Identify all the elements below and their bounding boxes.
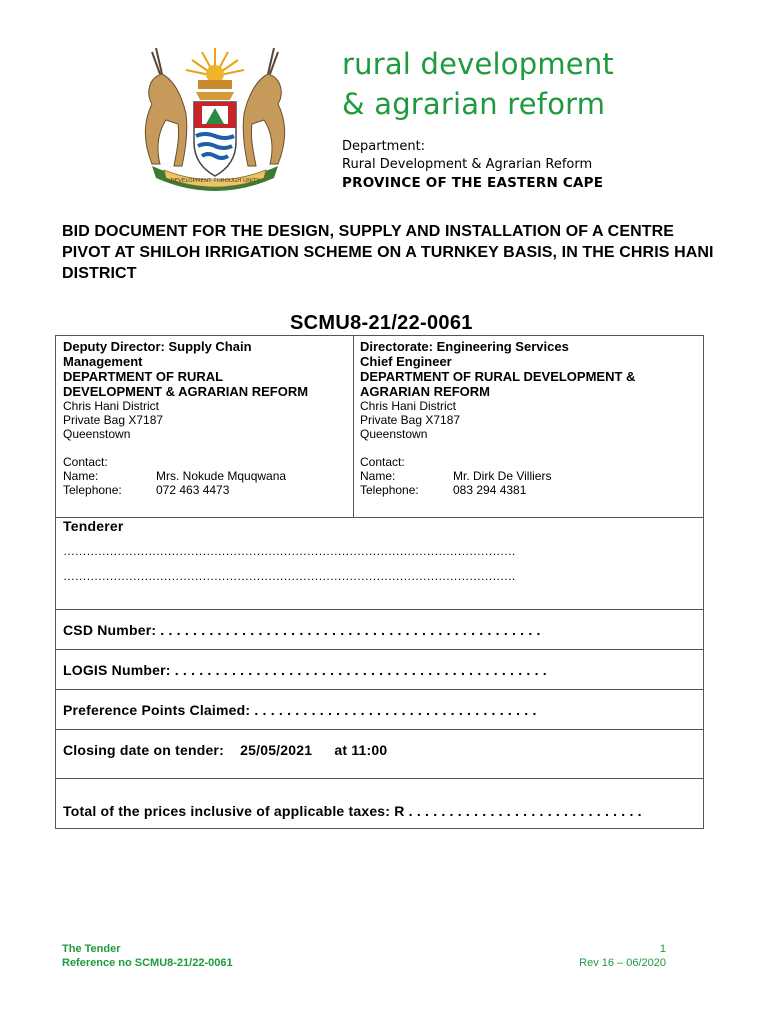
footer-reference xyxy=(62,942,233,970)
contact-heading: Chief Engineer xyxy=(360,354,452,369)
document-title: BID DOCUMENT FOR THE DESIGN, SUPPLY AND INSTALLATION OF A CENTRE PIVOT AT SHILOH IRRIGATION SCHEME ON A TURNKEY BASIS, IN THE CHRIS HANI DISTRICT xyxy=(62,223,714,282)
brand-line-2: & agrarian reform xyxy=(342,87,606,121)
address-line: Private Bag X7187 xyxy=(360,413,461,427)
contact-name: Mr. Dirk De Villiers xyxy=(453,469,552,483)
csd-number-field[interactable] xyxy=(55,609,704,650)
logis-number-label: LOGIS Number: . . . . . . . . . . . . . . . . . . . . . . . . . . . . . . . . . . . . . . . . . . . . . . xyxy=(63,662,547,678)
closing-time-value: at 11:00 xyxy=(334,742,388,758)
coat-of-arms-logo xyxy=(122,44,308,196)
preference-points-label: Preference Points Claimed: . . . . . . . . . . . . . . . . . . . . . . . . . . . . . . . . . . . xyxy=(63,702,537,718)
footer-reference-number: Reference no SCMU8-21/22-0061 xyxy=(62,957,233,969)
contact-heading: DEPARTMENT OF RURAL DEVELOPMENT & xyxy=(360,369,636,384)
svg-text:DEVELOPMENT THROUGH UNITY: DEVELOPMENT THROUGH UNITY xyxy=(170,178,260,184)
contact-heading: DEPARTMENT OF RURAL xyxy=(63,369,224,384)
contact-heading: AGRARIAN REFORM xyxy=(360,384,490,399)
tenderer-line-2[interactable]: ……………………………………………………………………………………………………… xyxy=(63,569,516,583)
address-line: Queenstown xyxy=(63,427,131,441)
address-line: Chris Hani District xyxy=(360,399,457,413)
department-name: Rural Development & Agrarian Reform xyxy=(342,157,593,172)
telephone-label: Telephone: xyxy=(63,483,122,497)
department-label: Department: xyxy=(342,139,426,154)
tenderer-line-1[interactable]: ……………………………………………………………………………………………………… xyxy=(63,544,516,558)
department-block xyxy=(342,138,614,192)
closing-date-row xyxy=(63,742,387,758)
page-number: 1 xyxy=(659,943,666,955)
contact-heading: Deputy Director: Supply Chain xyxy=(63,339,252,354)
total-price-field[interactable] xyxy=(55,778,704,829)
contact-telephone: 083 294 4381 xyxy=(453,483,527,497)
contact-heading: DEVELOPMENT & AGRARIAN REFORM xyxy=(63,384,309,399)
contact-label: Contact: xyxy=(63,455,108,469)
reference-number: SCMU8-21/22-0061 xyxy=(290,312,473,334)
telephone-label: Telephone: xyxy=(360,483,419,497)
supply-chain-contact xyxy=(56,336,354,518)
brand-line-1: rural development xyxy=(342,47,614,81)
closing-date-label: Closing date on tender: xyxy=(63,742,224,758)
contact-phone-row xyxy=(63,483,353,497)
footer-meta xyxy=(540,942,666,970)
contacts-table xyxy=(55,335,704,518)
closing-date-value: 25/05/2021 xyxy=(240,742,313,758)
total-price-label: Total of the prices inclusive of applicable taxes: R . . . . . . . . . . . . . . . . . . . . . . . . . . . . . xyxy=(63,803,642,819)
tenderer-label: Tenderer xyxy=(63,518,124,534)
name-label: Name: xyxy=(63,469,99,483)
contact-phone-row xyxy=(360,483,703,497)
tenderer-field[interactable] xyxy=(55,517,704,610)
contact-telephone: 072 463 4473 xyxy=(156,483,230,497)
contact-name-row xyxy=(360,469,703,483)
address-line: Queenstown xyxy=(360,427,428,441)
name-label: Name: xyxy=(360,469,396,483)
province-name: PROVINCE OF THE EASTERN CAPE xyxy=(342,175,604,191)
revision-label: Rev 16 – 06/2020 xyxy=(579,957,666,969)
contact-name-row xyxy=(63,469,353,483)
engineering-contact xyxy=(353,336,703,518)
address-line: Private Bag X7187 xyxy=(63,413,164,427)
contact-heading: Directorate: Engineering Services xyxy=(360,339,569,354)
preference-points-field[interactable] xyxy=(55,689,704,730)
address-line: Chris Hani District xyxy=(63,399,160,413)
footer-tender-label: The Tender xyxy=(62,943,121,955)
contact-name: Mrs. Nokude Mquqwana xyxy=(156,469,287,483)
contact-heading: Management xyxy=(63,354,143,369)
brand-block xyxy=(342,44,614,192)
logis-number-field[interactable] xyxy=(55,649,704,690)
closing-date-field xyxy=(55,729,704,779)
csd-number-label: CSD Number: . . . . . . . . . . . . . . . . . . . . . . . . . . . . . . . . . . . . . . . . . . . . . . . xyxy=(63,622,541,638)
contact-label: Contact: xyxy=(360,455,405,469)
